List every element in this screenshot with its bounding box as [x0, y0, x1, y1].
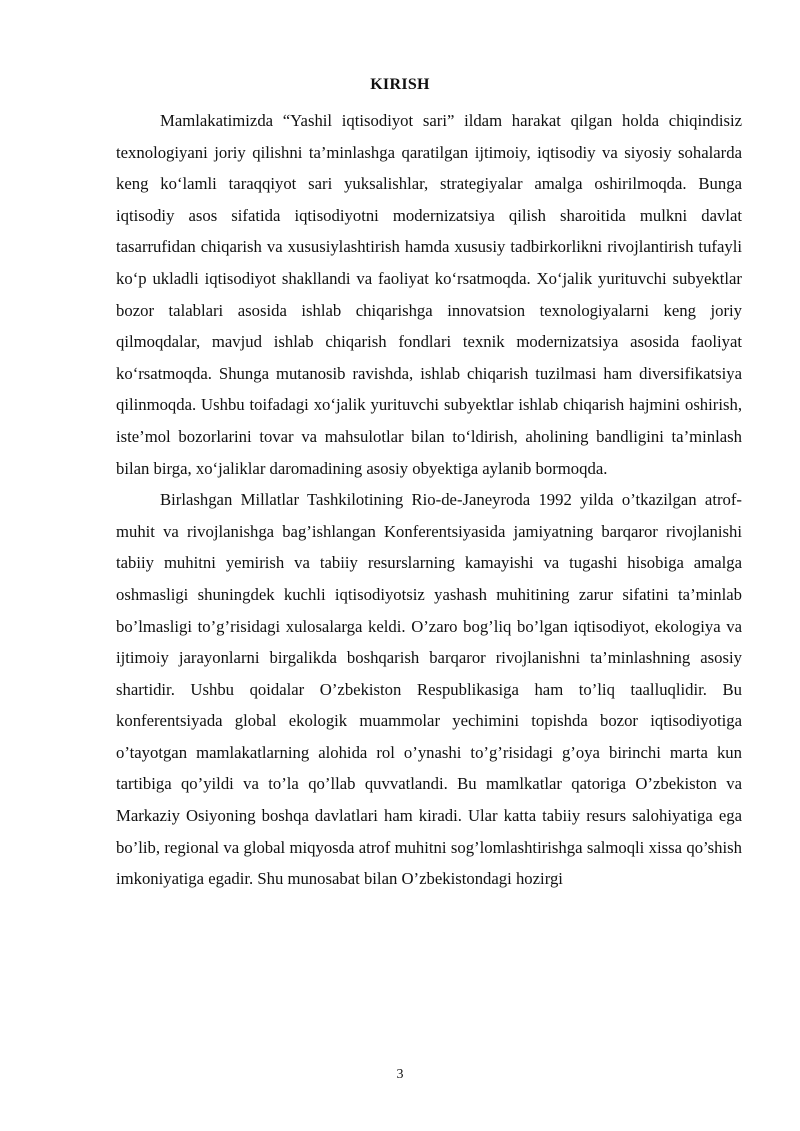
paragraph-2: Birlashgan Millatlar Tashkilotining Rio-de-Janeyroda 1992 yilda o’tkazilgan atrof-muhit va rivojlanishga bag’ishlangan Konferentsiyasida jamiyatning barqaror rivojlanishi tabiiy muhitni yemirish va tabiiy resurslarning kamayishi va tugashi hisobiga amalga oshmasligi shuningdek kuchli iqtisodiyotsiz yashash muhitining zarur sifatini ta’minlab bo’lmasligi to’g’risidagi xulosalarga keldi. O’zaro bog’liq bo’lgan iqtisodiyot, ekologiya va ijtimoiy jarayonlarni birgalikda boshqarish barqaror rivojlanishni ta’minlashning asosiy shartidir. Ushbu qoidalar O’zbekiston Respublikasiga ham to’liq taalluqlidir. Bu konferentsiyada global ekologik muammolar yechimini topishda bozor iqtisodiyotiga o’tayotgan mamlakatlarning alohida rol o’ynashi to’g’risidagi g’oya birinchi marta kun tartibiga qo’yildi va to’la qo’llab quvvatlandi. Bu mamlkatlar qatoriga O’zbekiston va Markaziy Osiyoning boshqa davlatlari ham kiradi. Ular katta tabiiy resurs salohiyatiga ega bo’lib, regional va global miqyosda atrof muhitni sog’lomlashtirishga salmoqli xissa qo’shish imkoniyatiga egadir. Shu munosabat bilan O’zbekistondagi hozirgi: [116, 490, 742, 889]
paragraph-1: Mamlakatimizda “Yashil iqtisodiyot sari” ildam harakat qilgan holda chiqindisiz texnologiyani joriy qilishni ta’minlashga qaratilgan ijtimoiy, iqtisodiy va siyosiy sohalarda keng ko‘lamli taraqqiyot sari yuksalishlar, strategiyalar amalga oshirilmoqda. Bunga iqtisodiy asos sifatida iqtisodiyotni modernizatsiya qilish sharoitida mulkni davlat tasarrufidan chiqarish va xususiylashtirish hamda xususiy tadbirkorlikni rivojlantirish tufayli ko‘p ukladli iqtisodiyot shakllandi va faoliyat ko‘rsatmoqda. Xo‘jalik yurituvchi subyektlar bozor talablari asosida ishlab chiqarishga innovatsion texnologiyalarni keng joriy qilmoqdalar, mavjud ishlab chiqarish fondlari texnik modernizatsiya asosida faoliyat ko‘rsatmoqda. Shunga mutanosib ravishda, ishlab chiqarish tuzilmasi ham diversifikatsiya qilinmoqda. Ushbu toifadagi xo‘jalik yurituvchi subyektlar ishlab chiqarish hajmini oshirish, iste’mol bozorlarini tovar va mahsulotlar bilan to‘ldirish, aholining bandligini ta’minlash bilan birga, xo‘jaliklar daromadining asosiy obyektiga aylanib bormoqda.: [116, 111, 742, 478]
page-title: KIRISH: [370, 76, 430, 93]
page-number: 3: [396, 1067, 404, 1082]
body-text: [116, 105, 742, 895]
